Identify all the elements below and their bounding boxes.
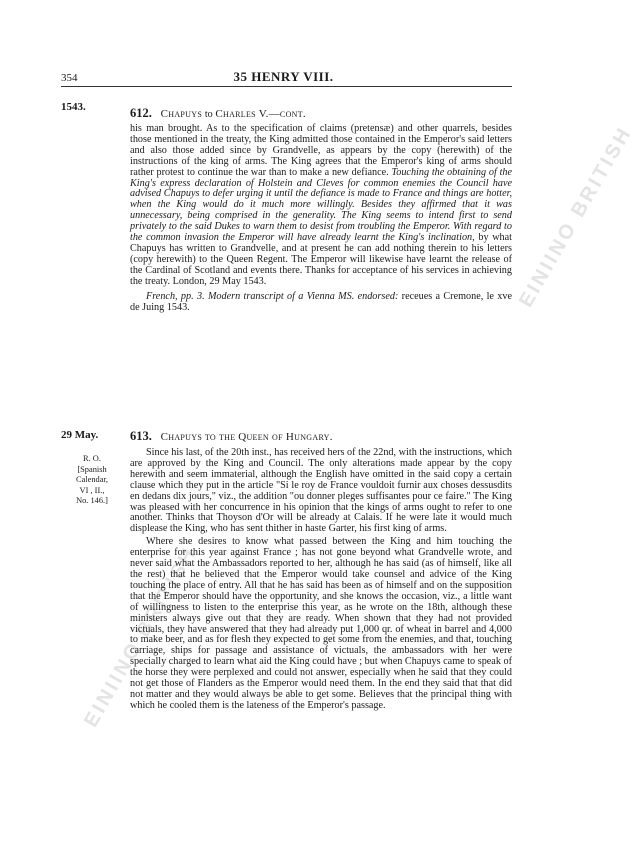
- paragraph-text: by what Chapuys has written to Grandvelle, and at present he can add nothing therein to his letters (copy herewith) to the Queen Regent. The Emperor will likewise have learnt the release of the Cardinal of Scotland and events there. Thanks for acceptance of his services in achieving the treaty. London, 29 May 1543.: [130, 232, 512, 287]
- entry-612-heading: [130, 106, 306, 121]
- entry-612-paragraph: [130, 124, 512, 288]
- paragraph-italic-text: Touching the obtaining of the King's express declaration of Holstein and Cleves for common enemies the Council have advised Chapuys to defer urging it until the defiance is made to France and things are hotter, when the King would do it much more willingly. Besides they affirmed that it was unnecessary, being comprised in the generality. The King seems to intend first to send privately to the said Dukes to warn them to desist from troubling the Emperor. With regard to the common invasion the Emperor will have already learnt the King's inclination,: [130, 166, 513, 244]
- paragraph-text: his man brought. As to the specification of claims (pretensæ) and other quarrels, besides those mentioned in the treaty, the King admitted those contained in the Emperor's said letters and also those added since by Grandvelle, as appears by the copy (herewith) of the instructions of the king of arms. The King agrees that the Emperor's king of arms should rather protest to continue the war than to make a new defiance.: [130, 123, 512, 178]
- heading-to: to: [204, 109, 213, 120]
- entry-number: 612.: [130, 106, 152, 120]
- reference-line: No. 146.]: [76, 496, 108, 505]
- entry-613-paragraph: Since his last, of the 20th inst., has received hers of the 22nd, with the instructions, which are approved by the King and Council. The only alterations made appear by the copy herewith and seem immaterial, although the English have omitted in the said copy a certain clause which they put in the article "Si le roy de France vouldoit furnir aux choses dessusdits en dedans dix jours," viz., the addition "ou donner pleges suffisantes pour ce faire." The King was pleased with her concurrence in his opinion that the kings of arms ought to refer to one another. Thinks that Thoyson d'Or will be already at Calais. If he were late it would much displease the King, who has sent thither in haste Garter, his first king of arms.: [130, 447, 512, 535]
- page-number: 354: [61, 72, 78, 84]
- entry-613-heading: [130, 429, 333, 444]
- heading-to: to the: [204, 431, 236, 443]
- running-title: 35 HENRY VIII.: [233, 69, 334, 84]
- entry-612-source: [130, 292, 512, 314]
- watermark: EINIINO BRITISH: [515, 122, 637, 311]
- margin-year: 1543.: [61, 101, 86, 113]
- source-text: receues a Cremone, le xve de Juing 1543.: [130, 290, 512, 313]
- entry-612-body: [130, 124, 512, 313]
- watermark: EINIINO BRITISH: [80, 542, 202, 731]
- heading-name: Chapuys: [160, 108, 203, 120]
- entry-number: 613.: [130, 429, 152, 443]
- header-rule: [61, 86, 512, 87]
- reference-line: [Spanish: [77, 464, 107, 474]
- heading-recipient: Queen of Hungary.: [238, 431, 333, 443]
- entry-613-body: [130, 448, 512, 712]
- heading-name: Chapuys: [160, 431, 203, 443]
- heading-recipient: Charles V.—cont.: [215, 108, 306, 120]
- margin-date: 29 May.: [61, 429, 99, 441]
- entry-613-paragraph: Where she desires to know what passed between the King and him touching the enterprise for this year against France ; has not gone beyond what Grandvelle wrote, and never said what the Ambassadors reported to her, although he has said (as of himself, like all the rest) that he believed that the Emperor would take counsel and advice of the King touching the place of entry. All that he has said has been as of himself and on the supposition that the Emperor should have the opportunity, and she knows the occasion, viz., a little want of willingness to listen to the enterprise this year, as he wrote on the 18th, although these ministers always give out that they are ready. When shown that they had not provided victuals, they have answered that they had already put 1,000 qr. of wheat in barrel and 4,000 to make beer, and as for flesh they expected to get some from the enemies, and that, touching carriage, ships for passage and assistance of victuals, the ambassadors with her were specially charged to learn what aid the King could have ; but when Chapuys came to speak of the horse they were perplexed and could not answer, especially when he said that they could not get those of Flanders as the Emperor would need them. In the end they said that that did not matter and they would always be able to get some. Believes that the principal thing with which he cooled them is the lateness of the Emperor's passage.: [130, 536, 512, 711]
- margin-reference: [61, 454, 123, 507]
- reference-line: Calendar,: [76, 475, 108, 484]
- reference-line: R. O.: [83, 454, 101, 463]
- source-italic-text: French, pp. 3. Modern transcript of a Vienna MS. endorsed:: [146, 290, 399, 302]
- reference-line: VI , II.,: [79, 485, 105, 495]
